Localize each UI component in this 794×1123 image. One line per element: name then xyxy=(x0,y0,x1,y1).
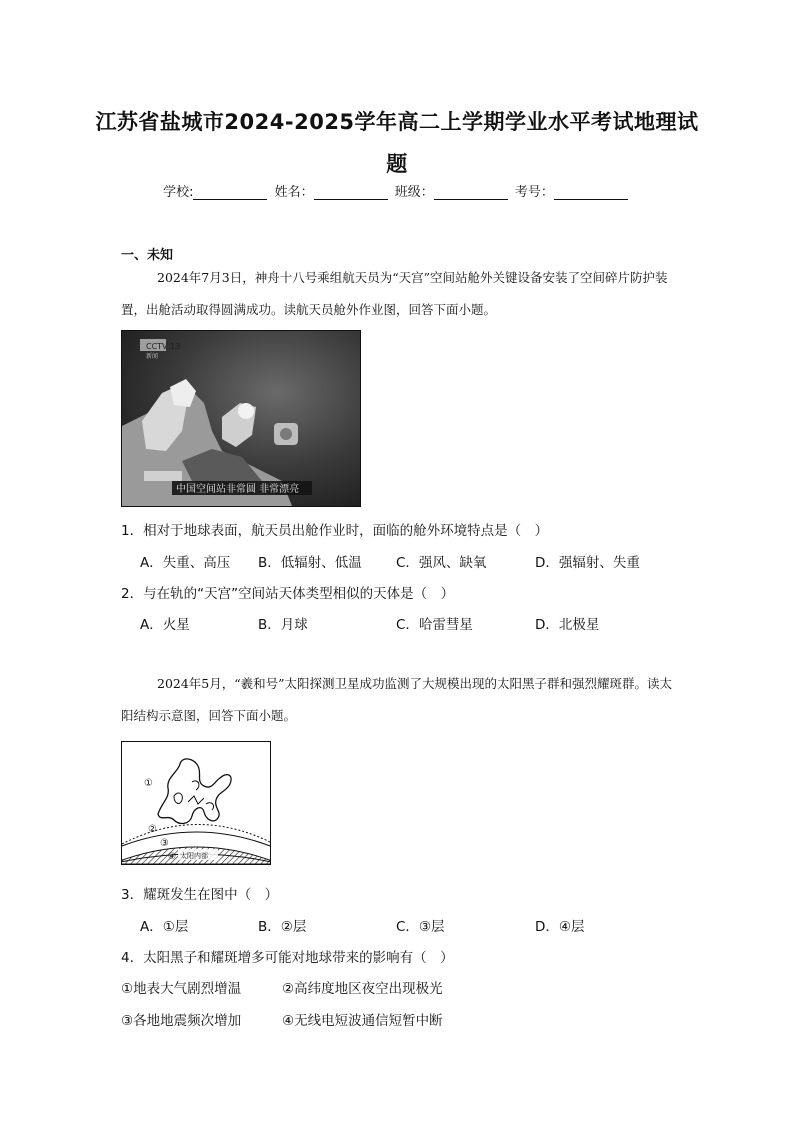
q1-option-c[interactable]: C．强风、缺氧 xyxy=(396,555,487,571)
q3-option-b[interactable]: B．②层 xyxy=(258,919,307,935)
q4-statement-2: ②高纬度地区夜空出现极光 xyxy=(282,981,443,997)
sun-interior-label: 太阳内部 xyxy=(180,852,208,860)
q2-option-c[interactable]: C．哈雷彗星 xyxy=(396,617,473,633)
student-info-line xyxy=(0,181,794,200)
document-title-line2: 题 xyxy=(386,152,408,176)
passage-1: 2024年7月3日，神舟十八号乘组航天员为“天宫”空间站舱外关键设备安装了空间碎片防护装置，出舱活动取得圆满成功。读航天员舱外作业图，回答下面小题。 xyxy=(121,270,668,317)
q2-option-a[interactable]: A．火星 xyxy=(140,617,190,633)
class-blank[interactable] xyxy=(434,187,508,200)
question-4-stem: 4．太阳黑子和耀斑增多可能对地球带来的影响有（ ） xyxy=(121,950,454,966)
layer-label-1: ① xyxy=(144,778,153,789)
school-blank[interactable] xyxy=(193,187,267,200)
q1-option-d[interactable]: D．强辐射、失重 xyxy=(535,555,640,571)
class-label: 班级： xyxy=(394,185,434,200)
sun-structure-diagram xyxy=(121,741,271,865)
q3-option-d[interactable]: D．④层 xyxy=(535,919,585,935)
layer-label-4: ④ xyxy=(168,852,177,862)
name-blank[interactable] xyxy=(314,187,388,200)
q2-option-b[interactable]: B．月球 xyxy=(258,617,308,633)
layer-label-3: ③ xyxy=(160,838,169,849)
document-title-line1: 江苏省盐城市2024-2025学年高二上学期学业水平考试地理试 xyxy=(95,110,699,134)
q4-statement-3: ③各地地震频次增加 xyxy=(121,1013,242,1029)
question-3-stem: 3．耀斑发生在图中（ ） xyxy=(121,887,279,903)
sun-structure-diagram-image xyxy=(122,742,270,864)
question-2-stem: 2．与在轨的“天宫”空间站天体类型相似的天体是（ ） xyxy=(121,586,455,602)
school-label: 学校: xyxy=(163,185,194,200)
passage-2: 2024年5月，“羲和号”太阳探测卫星成功监测了大规模出现的太阳黑子群和强烈耀斑群。读太阳结构示意图，回答下面小题。 xyxy=(121,676,673,723)
photo-logo: CCTV 13 xyxy=(146,342,181,351)
q1-option-a[interactable]: A．失重、高压 xyxy=(140,555,231,571)
q2-option-d[interactable]: D．北极星 xyxy=(535,617,600,633)
q4-statement-1: ①地表大气剧烈增温 xyxy=(121,981,242,997)
name-label: 姓名： xyxy=(274,185,314,200)
q4-statement-4: ④无线电短波通信短暂中断 xyxy=(282,1013,443,1029)
layer-label-2: ② xyxy=(148,824,157,835)
photo-caption: 中国空间站非常圆 非常漂亮 xyxy=(176,484,300,495)
astronaut-photo-image xyxy=(122,331,360,506)
question-1-stem: 1．相对于地球表面，航天员出舱作业时，面临的舱外环境特点是（ ） xyxy=(121,523,549,539)
q3-option-c[interactable]: C．③层 xyxy=(396,919,445,935)
photo-logo-subtitle: 新闻 xyxy=(146,353,159,360)
q1-option-b[interactable]: B．低辐射、低温 xyxy=(258,555,362,571)
astronaut-photo xyxy=(121,330,361,507)
q3-option-a[interactable]: A．①层 xyxy=(140,919,189,935)
number-label: 考号： xyxy=(514,185,554,200)
section-heading: 一、未知 xyxy=(121,248,174,263)
number-blank[interactable] xyxy=(554,187,628,200)
